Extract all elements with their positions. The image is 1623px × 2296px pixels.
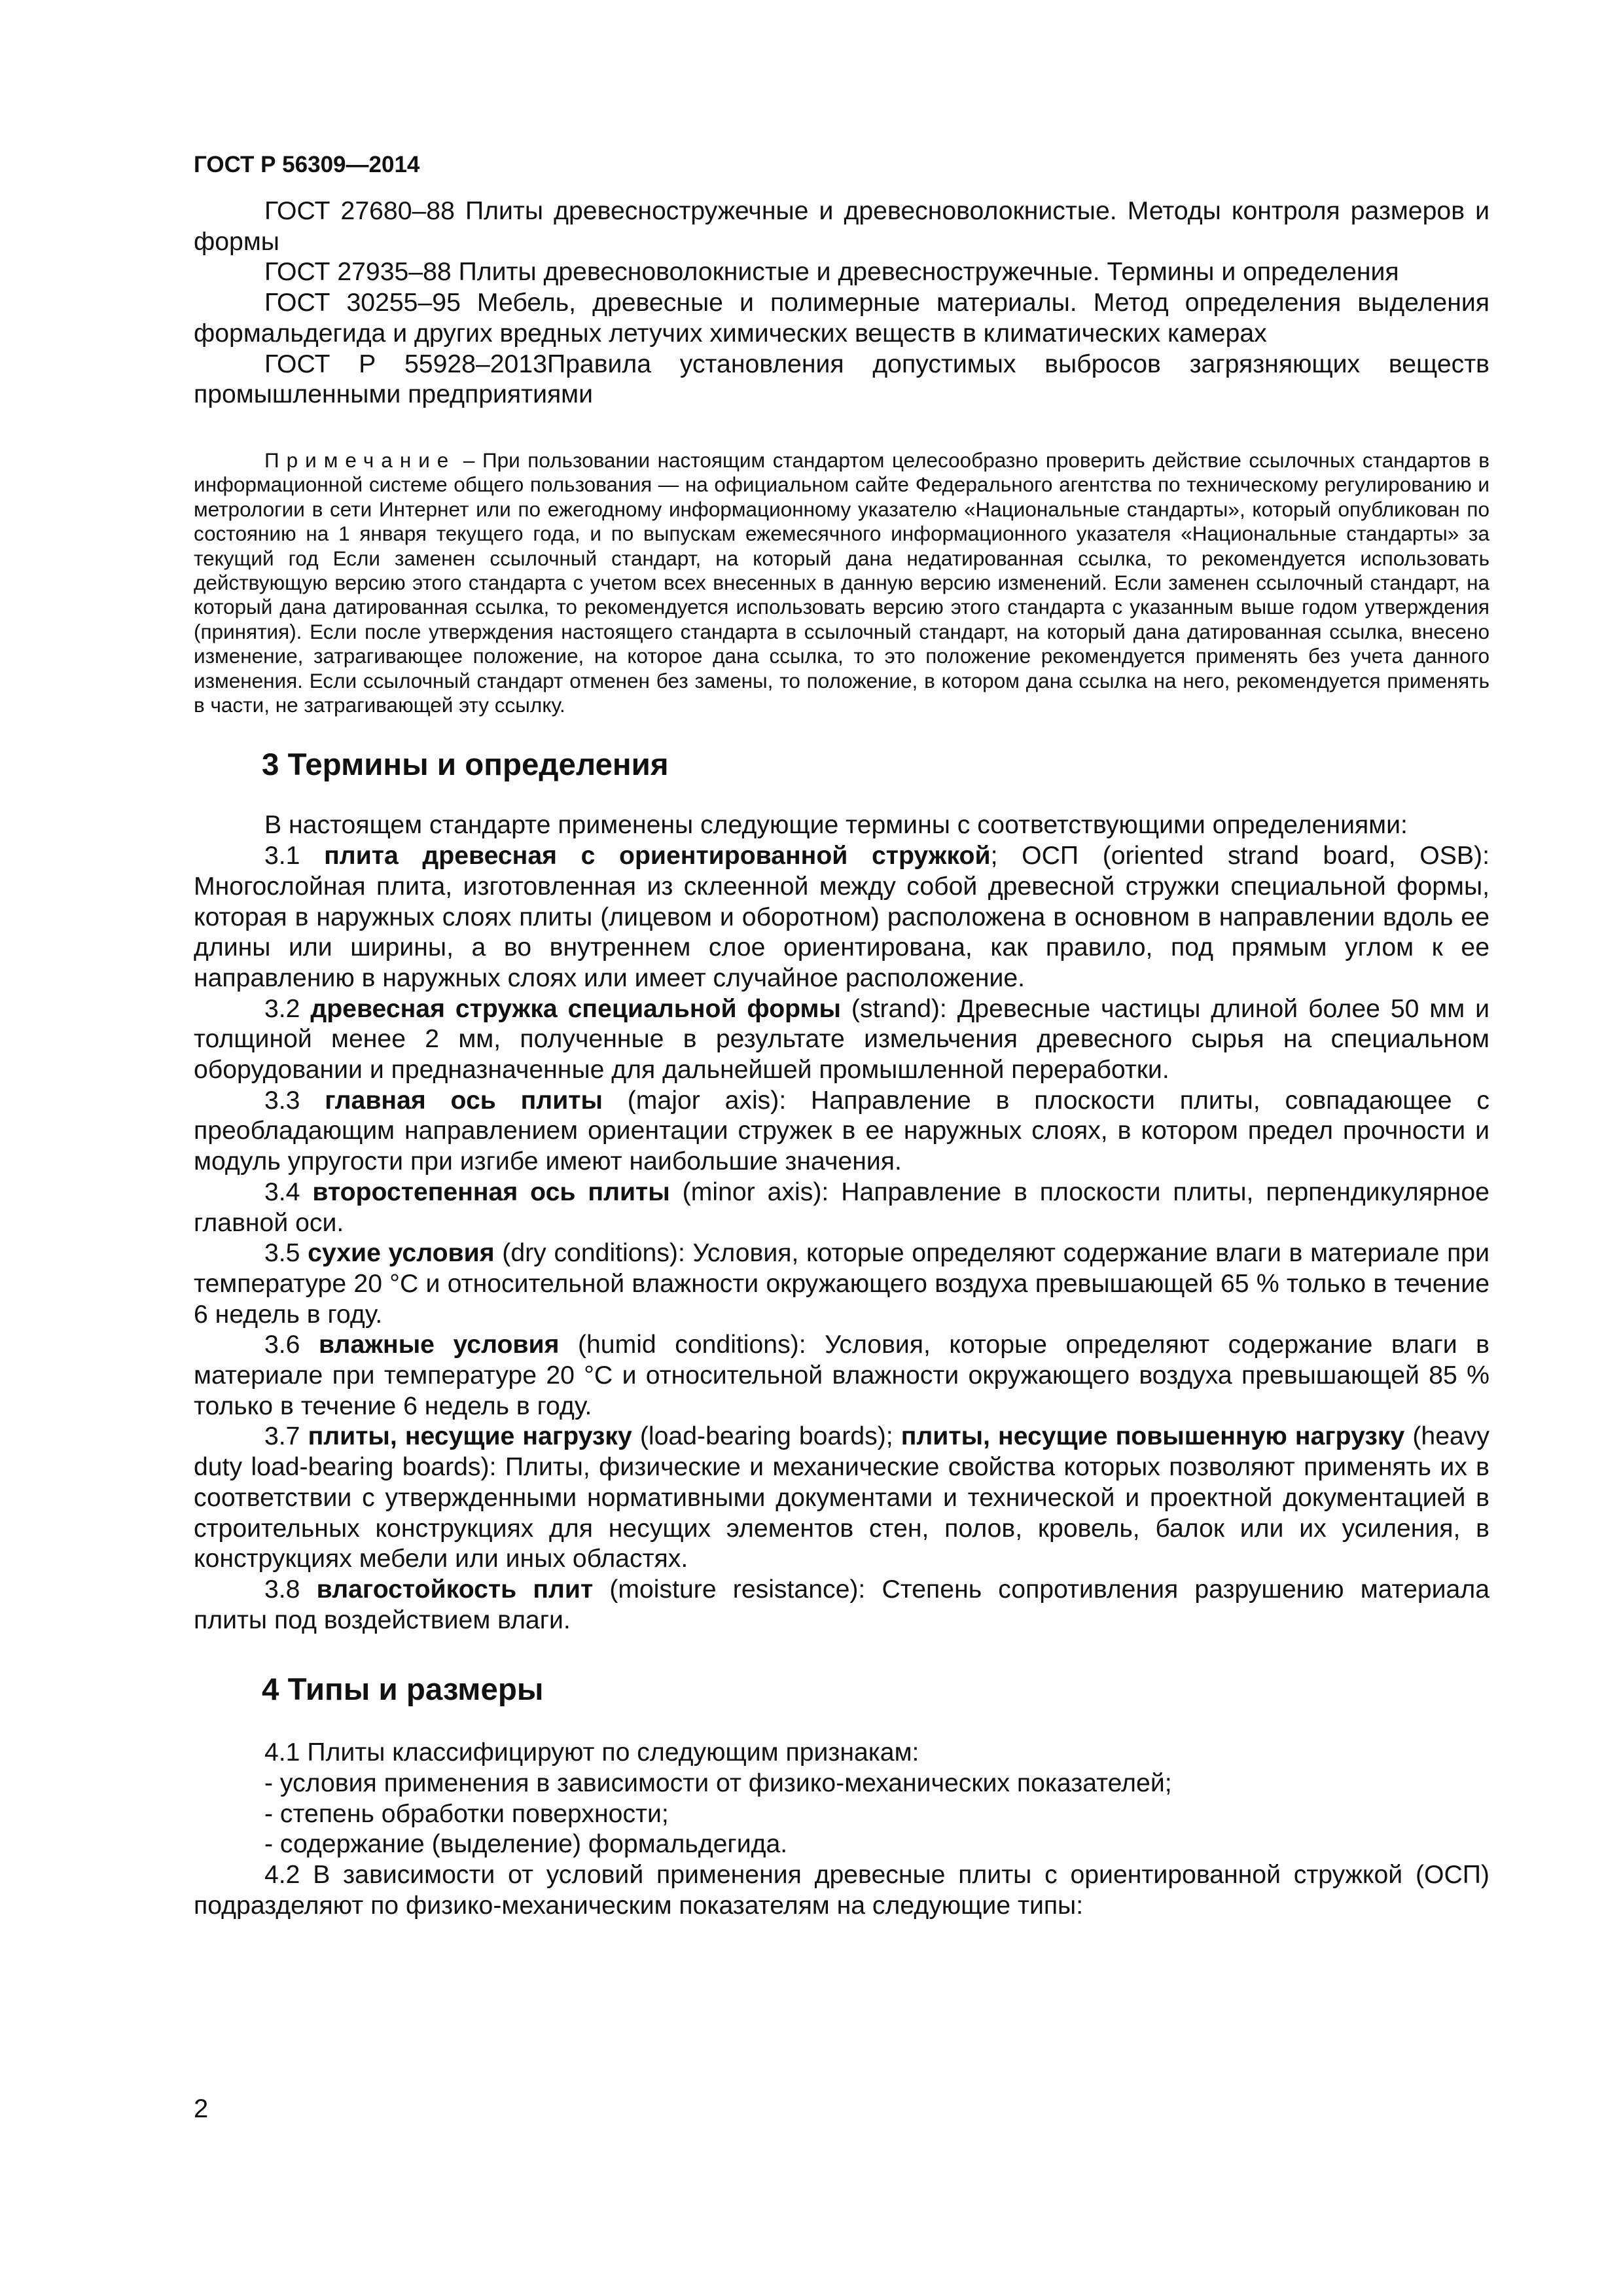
term: древесная стружка специальной формы (310, 994, 842, 1023)
section-4-title: 4 Типы и размеры (262, 1672, 544, 1708)
term-definition: 3.4 второстепенная ось плиты (minor axis): Направление в плоскости плиты, перпендикулярное главной оси. (194, 1177, 1489, 1237)
reference-item: ГОСТ 27680–88 Плиты древесностружечные и древесноволокнистые. Методы контроля размеров и формы (194, 197, 1489, 256)
reference-item: ГОСТ 30255–95 Мебель, древесные и полимерные материалы. Метод определения выделения формальдегида и других вредных летучих химических веществ в климатических камерах (194, 289, 1489, 348)
list-item: - степень обработки поверхности; (264, 1799, 669, 1828)
term: плита древесная с ориентированной стружкой (324, 842, 991, 870)
term-definition: 3.6 влажные условия (humid conditions): Условия, которые определяют содержание влаги в материале при температуре 20 °C и относительной влажности окружающего воздуха превышающей 85 % только в течение 6 недель в году. (194, 1331, 1489, 1420)
term-definition: 3.5 сухие условия (dry conditions): Условия, которые определяют содержание влаги в материале при температуре 20 °C и относительной влажности окружающего воздуха превышающей 65 % только в течение 6 недель в году. (194, 1239, 1489, 1329)
note-text: – При пользовании настоящим стандартом целесообразно проверить действие ссылочных стандартов в информационной системе общего пользования — на официальном сайте Федерального агентства по техническому регулированию и метрологии в сети Интернет или по ежегодному информационному указателю «Национальные стандарты», который опубликован по состоянию на 1 января текущего года, и по выпускам ежемесячного информационного указателя «Национальные стандарты» за текущий год Если заменен ссылочный стандарт, на который дана недатированная ссылка, то рекомендуется использовать действующую версию этого стандарта с учетом всех внесенных в данную версию изменений. Если заменен ссылочный стандарт, на который дана датированная ссылка, то рекомендуется использовать версию этого стандарта с указанным выше годом утверждения (принятия). Если после утверждения настоящего стандарта в ссылочный стандарт, на который дана датированная ссылка, внесено изменение, затрагивающее положение, на которое дана ссылка, то это положение рекомендуется применять без учета данного изменения. Если ссылочный стандарт отменен без замены, то положение, в котором дана ссылка на него, рекомендуется применять в части, не затрагивающей эту ссылку. (194, 448, 1489, 717)
note-label: Примечание (264, 448, 456, 472)
term-definition: 3.2 древесная стружка специальной формы (strand): Древесные частицы длиной более 50 мм и толщиной менее 2 мм, полученные в результате измельчения древесного сырья на специальном оборудовании и предназначенные для дальнейшей промышленной переработки. (194, 994, 1489, 1085)
reference-item: ГОСТ 27935–88 Плиты древесноволокнистые и древесностружечные. Термины и определения (264, 258, 1399, 287)
term: плиты, несущие повышенную нагрузку (901, 1422, 1405, 1451)
reference-item: ГОСТ Р 55928–2013Правила установления допустимых выбросов загрязняющих веществ промышленными предприятиями (194, 350, 1489, 409)
term: влагостойкость плит (316, 1575, 594, 1604)
section-3-title: 3 Термины и определения (262, 747, 669, 783)
page-number: 2 (194, 2094, 209, 2123)
section-4-paragraph: 4.1 Плиты классифицируют по следующим признакам: (264, 1738, 919, 1767)
section-4-paragraph: 4.2 В зависимости от условий применения древесные плиты с ориентированной стружкой (ОСП) подразделяют по физико-механическим показателям на следующие типы: (194, 1861, 1489, 1920)
term-definition: 3.7 плиты, несущие нагрузку (load-bearing boards); плиты, несущие повышенную нагрузку (heavy duty load-bearing boards): Плиты, физические и механические свойства которых позволяют применять их в соответствии с утвержденными нормативными документами и технической и проектной документацией в строительных конструкциях для несущих элементов стен, полов, кровель, балок или их усиления, в конструкциях мебели или иных областях. (194, 1422, 1489, 1573)
section-3-intro: В настоящем стандарте применены следующие термины с соответствующими определениями: (264, 811, 1408, 840)
term-definition: 3.8 влагостойкость плит (moisture resistance): Степень сопротивления разрушению материала плиты под воздействием влаги. (194, 1575, 1490, 1634)
document-header: ГОСТ Р 56309—2014 (194, 152, 420, 177)
term-definition: 3.3 главная ось плиты (major axis): Направление в плоскости плиты, совпадающее с преобладающим направлением ориентации стружек в ее наружных слоях, в котором предел прочности и модуль упругости при изгибе имеют наибольшие значения. (194, 1086, 1489, 1176)
term: главная ось плиты (325, 1086, 603, 1115)
term: влажные условия (318, 1331, 560, 1359)
term-definition: 3.1 плита древесная с ориентированной стружкой; ОСП (oriented strand board, OSB): Многослойная плита, изготовленная из склеенной между собой древесной стружки специальной формы, которая в наружных слоях плиты (лицевом и оборотном) расположена в основном в направлении вдоль ее длины или ширины, а во внутреннем слое ориентирована, как правило, под прямым углом к ее направлению в наружных слоях или имеет случайное расположение. (194, 842, 1489, 992)
term: второстепенная ось плиты (312, 1177, 670, 1206)
list-item: - содержание (выделение) формальдегида. (264, 1830, 788, 1859)
term: плиты, несущие нагрузку (308, 1422, 632, 1451)
page-body (194, 196, 1489, 1922)
list-item: - условия применения в зависимости от физико-механических показателей; (264, 1769, 1172, 1798)
term: сухие условия (308, 1239, 495, 1268)
reference-note (194, 448, 1489, 717)
